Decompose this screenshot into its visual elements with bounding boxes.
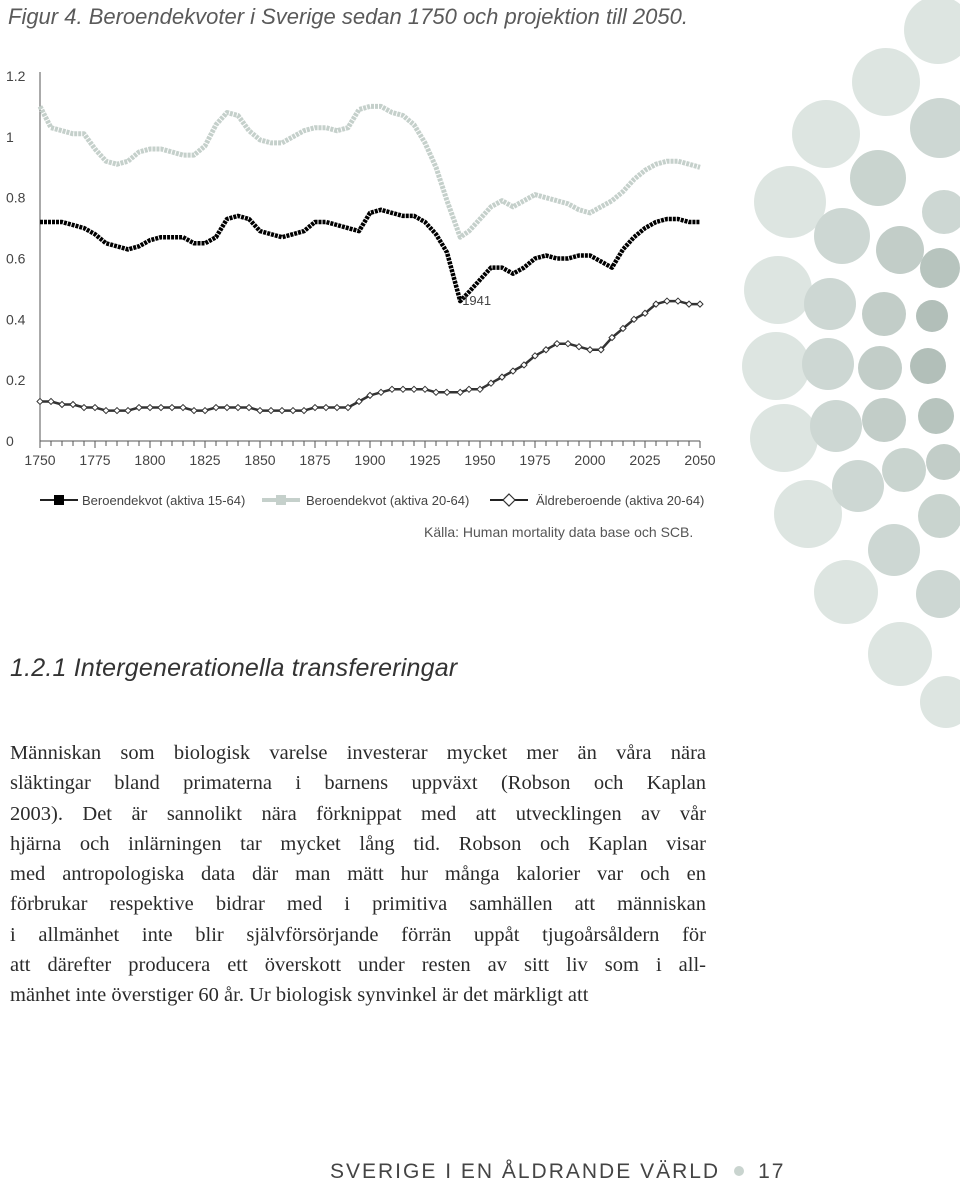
paragraph-line: med antropologiska data där man mätt hur många kalorier var och en — [10, 863, 706, 886]
x-tick-label: 2050 — [684, 452, 716, 468]
legend-label: Äldreberoende (aktiva 20-64) — [536, 493, 705, 508]
data-point — [466, 386, 472, 392]
decorative-dot — [850, 150, 906, 206]
paragraph-line: Människan som biologisk varelse investerar mycket mer än våra nära — [10, 742, 706, 764]
data-point — [576, 344, 582, 350]
data-point — [114, 408, 120, 414]
data-point — [92, 405, 98, 411]
data-point — [400, 386, 406, 392]
x-tick-label: 1825 — [189, 452, 221, 468]
x-tick-label: 1975 — [519, 452, 551, 468]
data-point — [389, 386, 395, 392]
decorative-dot — [926, 444, 960, 480]
decorative-dot — [868, 622, 932, 686]
y-tick-label: 0.4 — [6, 311, 26, 328]
decorative-dot — [920, 248, 960, 288]
data-point — [697, 301, 703, 307]
decorative-dot — [858, 346, 902, 390]
decorative-dot — [814, 560, 878, 624]
data-point — [279, 408, 285, 414]
data-point — [147, 405, 153, 411]
x-tick-label: 1800 — [134, 452, 166, 468]
page-footer — [330, 1160, 785, 1184]
decorative-dot — [814, 208, 870, 264]
data-point — [312, 405, 318, 411]
footer-dot-icon — [734, 1166, 744, 1176]
x-tick-label: 1750 — [24, 452, 56, 468]
paragraph-line: förbrukar respektive bidrar med i primitiva samhällen att människan — [10, 893, 706, 916]
decorative-dot — [754, 166, 826, 238]
decorative-dot — [916, 570, 960, 618]
data-point — [169, 405, 175, 411]
paragraph-line: hjärna och inlärningen tar mycket lång tid. Robson och Kaplan visar — [10, 832, 706, 855]
paragraph-line: mänhet inte överstiger 60 år. Ur biologisk synvinkel är det märkligt att — [10, 984, 589, 1007]
decorative-dot — [922, 190, 960, 234]
data-point — [686, 301, 692, 307]
page-number: 17 — [758, 1160, 786, 1183]
decorative-dot — [916, 300, 948, 332]
legend-marker-square — [54, 495, 64, 505]
data-point — [81, 405, 87, 411]
data-point — [224, 405, 230, 411]
y-tick-label: 1.2 — [6, 68, 26, 84]
legend-marker-square — [276, 495, 286, 505]
footer-title: SVERIGE I EN ÅLDRANDE VÄRLD — [330, 1160, 721, 1183]
data-point — [202, 408, 208, 414]
data-point — [411, 386, 417, 392]
data-point — [301, 408, 307, 414]
decorative-dot — [910, 348, 946, 384]
data-point — [37, 398, 43, 404]
section-heading: 1.2.1 Intergenerationella transfereringar — [10, 654, 458, 682]
x-tick-label: 2025 — [629, 452, 661, 468]
paragraph-line: i allmänhet inte blir självförsörjande förrän uppåt tjugoårsåldern för — [10, 923, 706, 946]
paragraph-line: 2003). Det är sannolikt nära förknippat med att utvecklingen av vår — [10, 802, 706, 825]
data-point — [191, 408, 197, 414]
decorative-dot — [882, 448, 926, 492]
decorative-dot — [920, 676, 960, 728]
decorative-dot — [904, 0, 960, 64]
decorative-dot — [832, 460, 884, 512]
data-point — [378, 389, 384, 395]
legend-label: Beroendekvot (aktiva 20-64) — [306, 493, 470, 508]
data-point — [246, 405, 252, 411]
decorative-dot — [918, 398, 954, 434]
data-point — [587, 347, 593, 353]
data-point — [180, 405, 186, 411]
data-point — [125, 408, 131, 414]
y-tick-label: 0.8 — [6, 189, 26, 206]
data-point — [48, 398, 54, 404]
x-tick-label: 2000 — [574, 452, 606, 468]
x-tick-label: 1925 — [409, 452, 441, 468]
data-point — [433, 389, 439, 395]
decorative-dot — [810, 400, 862, 452]
figure-title: Figur 4. Beroendekvoter i Sverige sedan 1750 och projektion till 2050. — [8, 4, 688, 29]
data-point — [334, 405, 340, 411]
data-point — [422, 386, 428, 392]
decorative-dot — [910, 98, 960, 158]
y-tick-label: 0 — [6, 433, 14, 449]
annotation-1941: 1941 — [462, 293, 492, 309]
data-point — [444, 389, 450, 395]
decorative-dot — [792, 100, 860, 168]
series-line-2 — [40, 106, 700, 237]
data-point — [664, 298, 670, 304]
data-point — [268, 408, 274, 414]
data-point — [70, 402, 76, 408]
legend-label: Beroendekvot (aktiva 15-64) — [82, 493, 246, 508]
data-point — [103, 408, 109, 414]
decorative-dot — [862, 398, 906, 442]
data-point — [235, 405, 241, 411]
decorative-dot — [802, 338, 854, 390]
data-point — [257, 408, 263, 414]
data-point — [158, 405, 164, 411]
x-tick-label: 1850 — [244, 452, 276, 468]
data-point — [675, 298, 681, 304]
data-point — [323, 405, 329, 411]
x-tick-label: 1900 — [354, 452, 386, 468]
decorative-dot — [804, 278, 856, 330]
decorative-dot — [750, 404, 818, 472]
x-tick-label: 1950 — [464, 452, 496, 468]
body-paragraph — [10, 738, 706, 1011]
decorative-dot — [852, 48, 920, 116]
decorative-dot — [868, 524, 920, 576]
x-tick-label: 1875 — [299, 452, 331, 468]
y-tick-label: 0.6 — [6, 250, 26, 267]
data-point — [136, 405, 142, 411]
paragraph-line: släktingar bland primaterna i barnens uppväxt (Robson och Kaplan — [10, 772, 706, 795]
series-line-1 — [40, 210, 700, 301]
decorative-dot — [876, 226, 924, 274]
data-point — [59, 402, 65, 408]
paragraph-line: att därefter producera ett överskott under resten av sitt liv som i all- — [10, 954, 706, 977]
legend-marker-diamond — [503, 494, 515, 506]
x-tick-label: 1775 — [79, 452, 111, 468]
y-tick-label: 1 — [6, 128, 14, 145]
y-tick-label: 0.2 — [6, 372, 26, 389]
decorative-dot — [918, 494, 960, 538]
data-point — [290, 408, 296, 414]
data-point — [457, 389, 463, 395]
decorative-dot — [862, 292, 906, 336]
source-note: Källa: Human mortality data base och SCB. — [424, 524, 694, 540]
data-point — [213, 405, 219, 411]
dependency-ratio-chart — [0, 0, 760, 560]
data-point — [565, 341, 571, 347]
decorative-dot — [774, 480, 842, 548]
